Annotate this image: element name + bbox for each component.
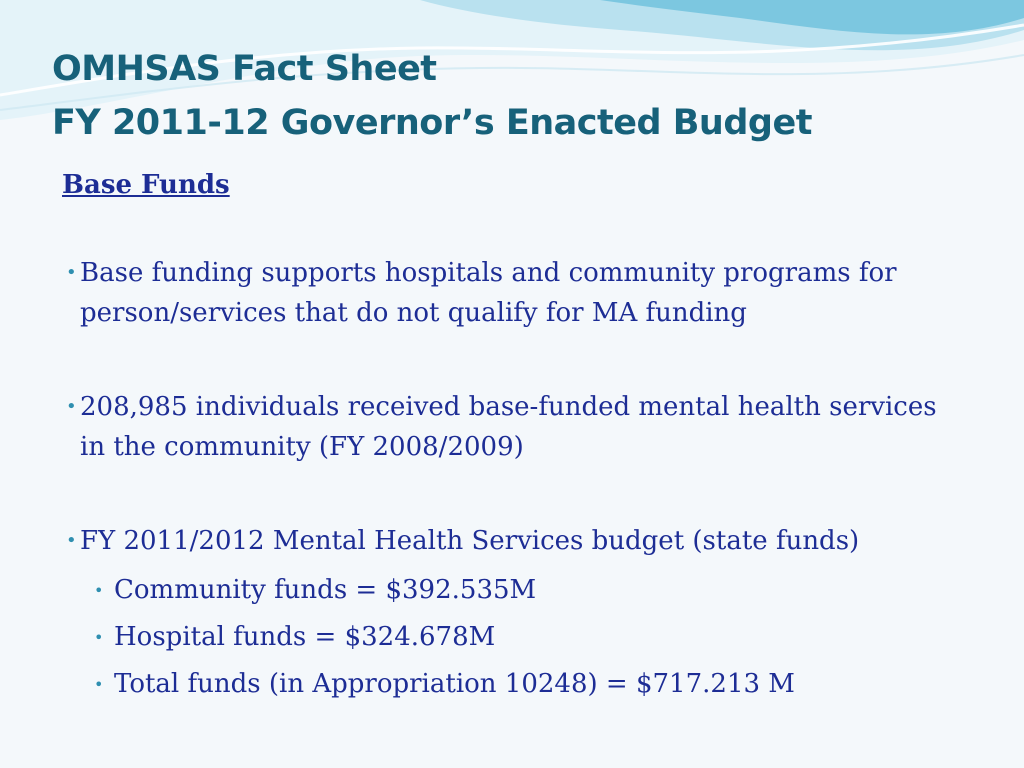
sub-bullet-item: [90, 567, 966, 614]
title-line-2: FY 2011-12 Governor’s Enacted Budget: [52, 103, 812, 143]
bullet-item: [66, 521, 966, 708]
bullet-list: [66, 253, 966, 708]
section-heading: Base Funds: [62, 170, 230, 200]
bullet-text: 208,985 individuals received base-funded mental health services in the community (FY 2008/2009): [80, 392, 937, 462]
sub-bullet-dot-icon: •: [94, 581, 104, 600]
bullet-dot-icon: •: [66, 396, 77, 417]
sub-bullet-dot-icon: •: [94, 628, 104, 647]
sub-bullet-text: Community funds = $392.535M: [114, 575, 537, 605]
title-line-1: OMHSAS Fact Sheet: [52, 49, 437, 89]
bullet-text: FY 2011/2012 Mental Health Services budget (state funds): [80, 526, 860, 556]
bullet-text: Base funding supports hospitals and community programs for person/services that do not qualify for MA funding: [80, 258, 897, 328]
slide-title: [52, 42, 812, 150]
sub-bullet-item: [90, 614, 966, 661]
sub-bullet-text: Total funds (in Appropriation 10248) = $717.213 M: [114, 669, 795, 699]
sub-bullet-text: Hospital funds = $324.678M: [114, 622, 496, 652]
sub-bullet-dot-icon: •: [94, 675, 104, 694]
sub-bullet-list: [80, 567, 966, 708]
sub-bullet-item: [90, 661, 966, 708]
bullet-item: [66, 387, 966, 467]
bullet-dot-icon: •: [66, 530, 77, 551]
bullet-item: [66, 253, 966, 333]
bullet-dot-icon: •: [66, 262, 77, 283]
